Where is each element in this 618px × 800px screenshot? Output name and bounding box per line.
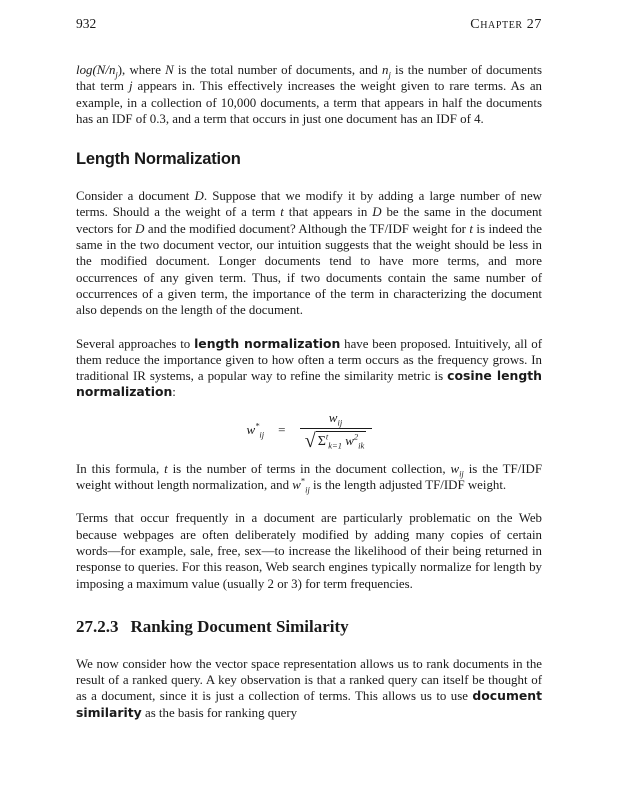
formula-numerator: $w_{ij}$: [328, 409, 343, 428]
formula-equals: =: [278, 422, 286, 438]
running-head: [76, 16, 542, 33]
page-number: 932: [76, 16, 97, 31]
formula-lhs: $w^*_{ij}$: [246, 420, 265, 440]
subsection-number: 27.2.3: [76, 616, 119, 636]
formula-denominator: √ $\Sigma^t_{k=1}$ $w^2_{ik}$: [304, 429, 365, 452]
paragraph-web-term-frequency: Terms that occur frequently in a document are particularly problematic on the Web because webpages are often deliberately modified by adding many copies of certain words—for example, sale, free, sex—to increase the likelihood of their being returned in response to queries. For this reason, Web search engines typically normalize for length by imposing a maximum value (usually 2 or 3) for term frequencies.: [76, 511, 542, 591]
subsection-title: Ranking Document Similarity: [130, 616, 349, 636]
book-page: [76, 16, 542, 721]
sqrt-sign: √: [304, 429, 316, 452]
formula-fraction: [300, 410, 372, 451]
paragraph-formula-explanation: In this formula, t is the number of terms in the document collection, $w_{ij}$ is the TF/IDF weight without length normalization, and $w^*_{ij}$ is the length adjusted TF/IDF weight.: [76, 461, 543, 495]
subsection-heading-ranking-document-similarity: [76, 617, 542, 637]
term-cosine-length-normalization: cosine length normalization: [76, 368, 542, 400]
paragraph-length-intro: Consider a document D. Suppose that we modify it by adding a large number of new terms. Should a the weight of a term t that appears in D be the same in the document vectors for D and the modified document? Although the TF/IDF weight for t is indeed the same in the two document vector, our intuition suggests that the weight should be less in the modified document. Longer documents tend to have more terms, and more occurrences of any given term. Thus, if two documents contain the same number of occurrences of a given term, the importance of the term in characterizing the document also depends on the length of the document.: [76, 189, 543, 318]
term-length-normalization: length normalization: [194, 335, 341, 351]
paragraph-ranking-intro: We now consider how the vector space representation allows us to rank documents in the result of a ranked query. A key observation is that a ranked query can itself be thought of as a document, since it is just a collection of terms. This allows us to use document similarity as the basis for ranking query: [76, 656, 542, 720]
paragraph-idf-continuation: $\log(N/n_j)$, where N is the total number of documents, and $n_j$ is the number of documents that term j appears in. This effectively increases the weight given to rare terms. As an example, in a collection of 10,000 documents, a term that appears in half the documents has an IDF of 0.3, and a term that occurs in just one document has an IDF of 4.: [76, 63, 542, 126]
paragraph-length-approaches: Several approaches to length normalization have been proposed. Intuitively, all of them reduce the importance given to how often a term occurs as the frequency grows. In traditional IR systems, a popular way to refine the similarity metric is cosine length normalization:: [76, 335, 542, 400]
term-document-similarity: document similarity: [76, 688, 542, 720]
section-heading-length-normalization: Length Normalization: [76, 150, 241, 169]
chapter-label: Chapter 27: [470, 17, 542, 32]
cosine-normalization-formula: [76, 410, 542, 451]
